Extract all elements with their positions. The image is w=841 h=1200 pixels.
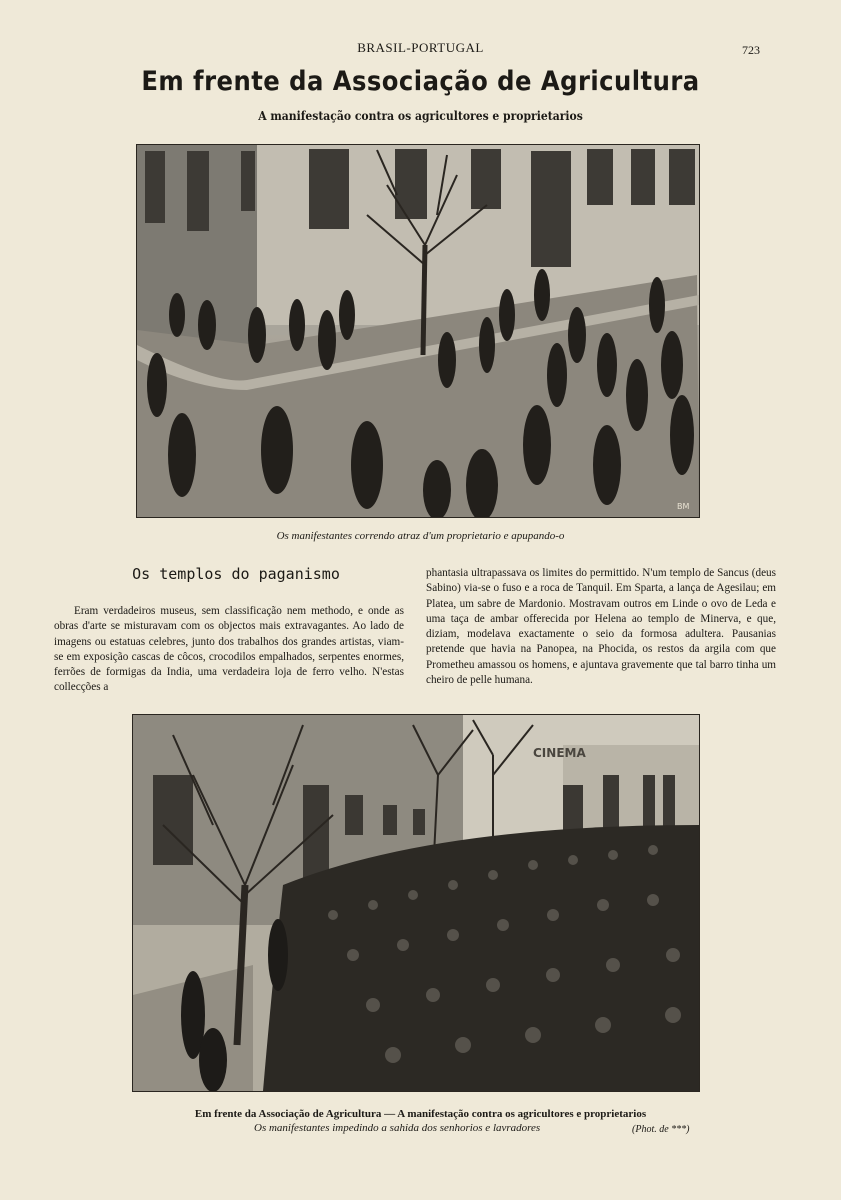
- photo-2-caption-main: Em frente da Associação de Agricultura — A manifestação contra os agricultores e proprietarios: [194, 1108, 647, 1120]
- photo-monogram: BM: [677, 502, 690, 511]
- photo-2-caption-sub: Os manifestantes impedindo a sahida dos senhorios e lavradores: [254, 1122, 541, 1134]
- photo-2-illustration: [133, 715, 699, 1091]
- cinema-sign: CINEMA: [533, 746, 586, 760]
- page-number: 723: [742, 43, 760, 57]
- running-head: BRASIL-PORTUGAL: [357, 40, 484, 55]
- photo-demonstrators-running: [136, 144, 700, 518]
- photo-1-illustration: [137, 145, 699, 517]
- article-subtitle: A manifestação contra os agricultores e proprietarios: [258, 109, 583, 123]
- photo-crowd-in-front: [132, 714, 700, 1092]
- article-column-right: phantasia ultrapassava os limites do permittido. N'um templo de Sancus (deus Sabino) via-se o fuso e a roca de Tanquil. Em Sparta, a lança de Agesilau; em Platea, um sabre de Mardonio. Mostravam outros em Linde o ovo de Leda e uma taça de ambar offerecida por Helena ao templo de Minerva, e que, diziam, modelava exactamente o seio da formosa adultera. Pausanias pretende que havia na Panopea, na Phocida, os restos da argila com que Prometheu amassou os homens, e ajuntava gravemente que tal barro tinha um cheiro de pelle humana.: [426, 567, 776, 687]
- article-title: Em frente da Associação de Agricultura: [141, 66, 700, 97]
- photo-credit: (Phot. de ***): [632, 1124, 690, 1135]
- article-column-left: Eram verdadeiros museus, sem classificação nem methodo, e onde as obras d'arte se misturavam com os objectos mais extravagantes. Ao lado de imagens ou estatuas celebres, junto dos trabalhos dos grandes artistas, viam-se em exposição cascas de côcos, crocodilos empalhados, serpentes enormes, ferrões de formigas da India, uma verdadeira loja de ferro velho. N'estas collecções a: [54, 605, 404, 694]
- photo-1-caption: Os manifestantes correndo atraz d'um proprietario e apupando-o: [276, 530, 565, 542]
- section-title: Os templos do paganismo: [132, 565, 340, 583]
